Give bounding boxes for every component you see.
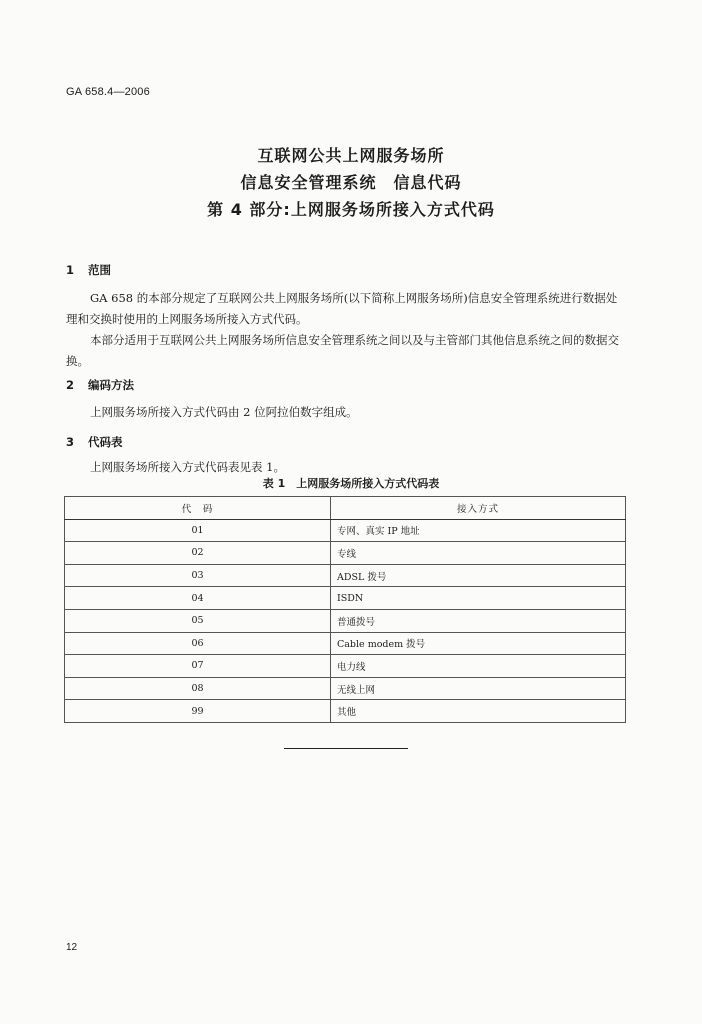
code-cell: 01 — [65, 519, 331, 542]
access-method-cell: ADSL 拨号 — [331, 564, 626, 587]
table-caption: 表 1 上网服务场所接入方式代码表 — [262, 477, 440, 490]
code-cell: 08 — [65, 677, 331, 700]
section-3-paragraph-1: 上网服务场所接入方式代码表见表 1。 — [90, 460, 285, 474]
section-1-title: 范围 — [88, 263, 111, 277]
access-method-cell: 无线上网 — [331, 677, 626, 700]
code-cell: 06 — [65, 632, 331, 655]
table-row — [65, 587, 626, 610]
document-title — [0, 142, 702, 223]
access-method-cell: 电力线 — [331, 655, 626, 678]
code-cell: 99 — [65, 700, 331, 723]
title-line-1: 互联网公共上网服务场所 — [257, 146, 445, 165]
code-cell: 05 — [65, 609, 331, 632]
section-1-paragraph-2: 本部分适用于互联网公共上网服务场所信息安全管理系统之间以及与主管部门其他信息系统之间的数据交换。 — [66, 333, 619, 368]
access-method-cell: 专网、真实 IP 地址 — [331, 519, 626, 542]
section-3-number: 3 — [66, 435, 75, 449]
code-cell: 02 — [65, 542, 331, 565]
section-2-number: 2 — [66, 378, 75, 392]
code-cell: 03 — [65, 564, 331, 587]
table-row — [65, 542, 626, 565]
section-3-title: 代码表 — [88, 435, 123, 449]
table-row — [65, 609, 626, 632]
code-cell: 07 — [65, 655, 331, 678]
section-1-paragraph-1: GA 658 的本部分规定了互联网公共上网服务场所(以下简称上网服务场所)信息安全管理系统进行数据处理和交换时使用的上网服务场所接入方式代码。 — [66, 291, 618, 326]
header-access-method: 接入方式 — [331, 497, 626, 520]
access-method-cell: Cable modem 拨号 — [331, 632, 626, 655]
standard-code: GA 658.4—2006 — [66, 86, 150, 98]
code-cell: 04 — [65, 587, 331, 610]
title-line-3: 第 4 部分:上网服务场所接入方式代码 — [207, 200, 495, 219]
page-number: 12 — [66, 942, 78, 953]
section-3-heading — [66, 434, 123, 450]
end-of-part-rule — [284, 748, 408, 749]
table-row — [65, 564, 626, 587]
table-row — [65, 632, 626, 655]
section-2-paragraph-1: 上网服务场所接入方式代码由 2 位阿拉伯数字组成。 — [90, 405, 358, 419]
section-1-number: 1 — [66, 263, 75, 277]
title-line-2: 信息安全管理系统 信息代码 — [240, 173, 462, 192]
header-code: 代 码 — [65, 497, 331, 520]
section-2-heading — [66, 377, 134, 393]
access-method-cell: ISDN — [331, 587, 626, 610]
section-2-title: 编码方法 — [88, 378, 134, 392]
table-row — [65, 677, 626, 700]
access-method-cell: 专线 — [331, 542, 626, 565]
table-row — [65, 519, 626, 542]
access-code-table — [64, 496, 626, 723]
access-method-cell: 其他 — [331, 700, 626, 723]
table-row — [65, 700, 626, 723]
table-header-row — [65, 497, 626, 520]
table-row — [65, 655, 626, 678]
access-method-cell: 普通拨号 — [331, 609, 626, 632]
section-1-heading — [66, 262, 111, 278]
